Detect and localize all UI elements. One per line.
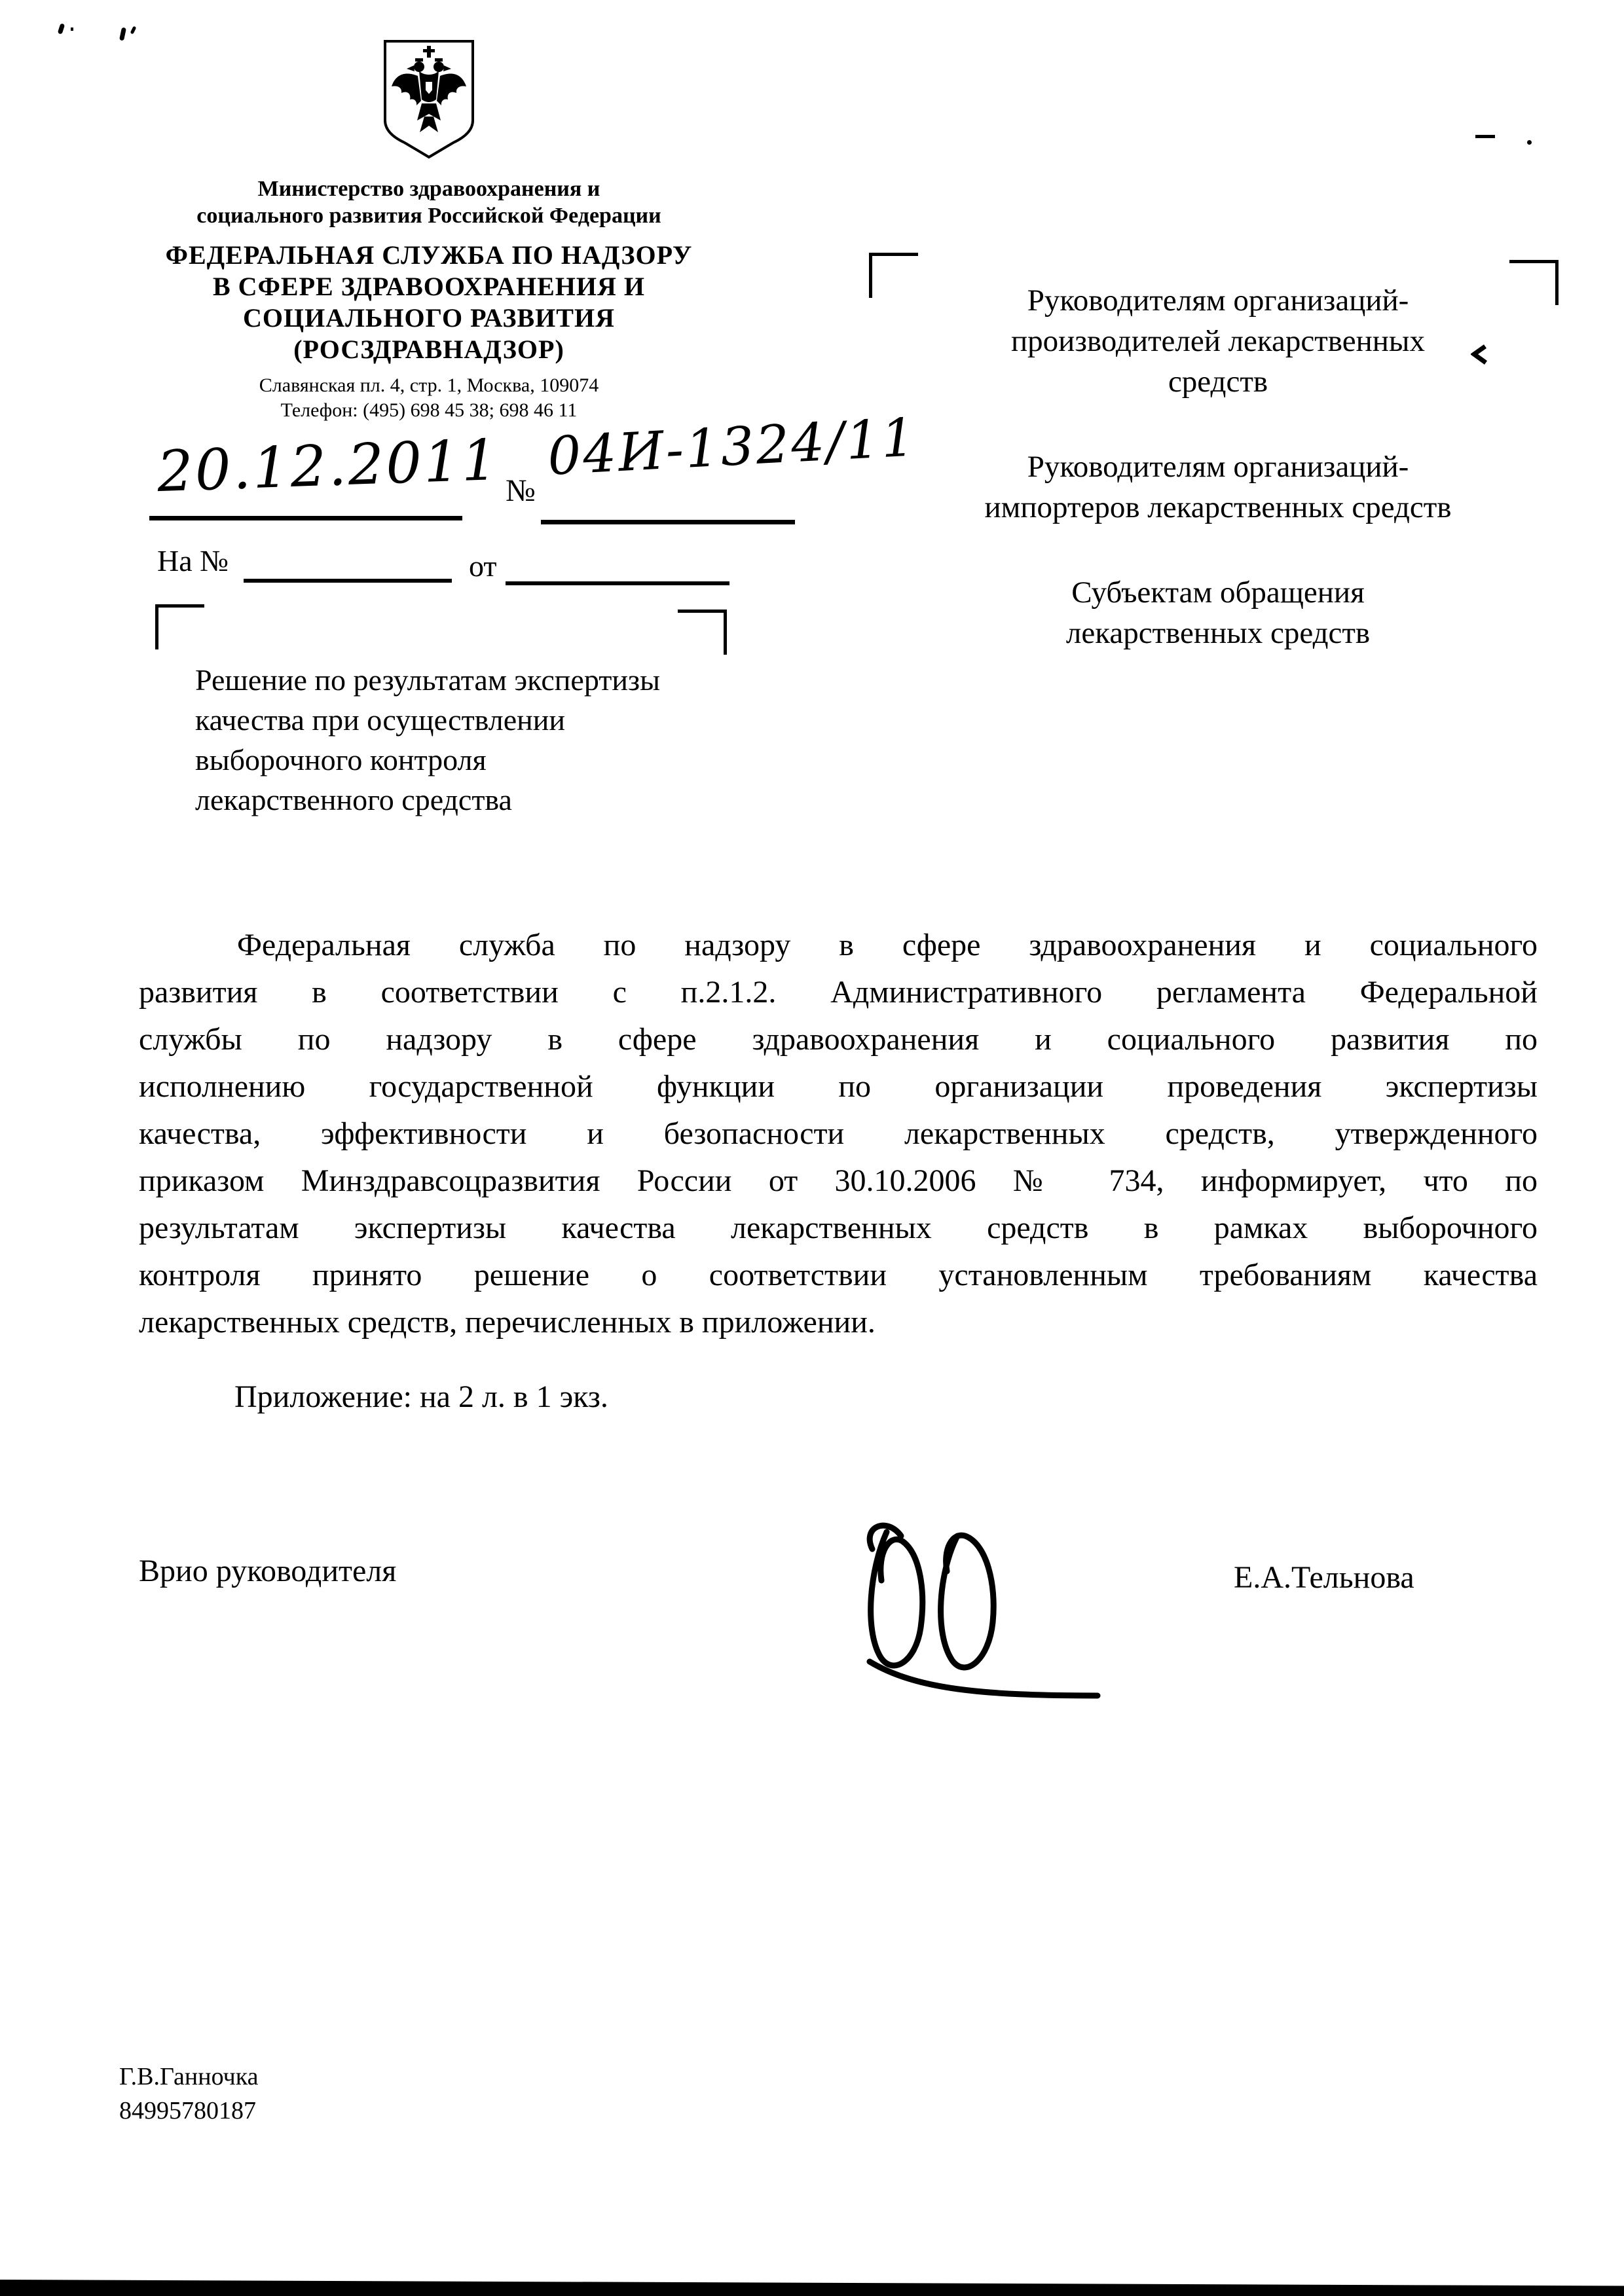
service-line: В СФЕРЕ ЗДРАВООХРАНЕНИЯ И [213,272,645,301]
reply-date-blank [506,581,729,585]
scan-speckle [1475,135,1495,138]
subject-line: лекарственного средства [195,783,512,816]
ministry-line: социального развития Российской Федерации [196,204,661,228]
letter-body [139,922,1538,1346]
executor-phone: 84995780187 [119,2097,256,2124]
addressee-manufacturers [874,280,1562,402]
ministry-name [124,175,733,229]
scan-speckle [71,27,73,31]
corner-mark [678,610,727,655]
reply-number-blank [244,579,452,583]
subject-line: выборочного контроля [195,743,487,776]
attachment-note: Приложение: на 2 л. в 1 экз. [234,1379,608,1414]
coat-of-arms-icon [380,38,478,162]
body-line: результатам экспертизы качества лекарственных средств в рамках выборочного [139,1211,1538,1245]
date-underline [149,516,462,520]
subject-block [195,660,745,820]
ministry-line: Министерство здравоохранения и [257,177,600,201]
signer-position: Врио руководителя [139,1554,397,1588]
addressee-line: производителей лекарственных [1011,324,1425,358]
reply-from-label: от [469,549,497,583]
body-line: приказом Минздравсоцразвития России от 30.10.2006 № 734, информирует, что по [139,1163,1538,1198]
addressee-line: средств [1168,365,1268,399]
service-line: (РОСЗДРАВНАДЗОР) [293,335,564,364]
executor-block [119,2060,258,2128]
service-line: ФЕДЕРАЛЬНАЯ СЛУЖБА ПО НАДЗОРУ [165,240,693,270]
service-line: СОЦИАЛЬНОГО РАЗВИТИЯ [243,303,615,333]
subject-line: Решение по результатам экспертизы [195,663,661,697]
addressee-line: Руководителям организаций- [1027,283,1409,318]
signer-name: Е.А.Тельнова [1234,1560,1414,1595]
scan-speckle [1527,140,1532,145]
body-line: развития в соответствии с п.2.1.2. Административного регламента Федеральной [139,975,1538,1010]
body-line: исполнению государственной функции по организации проведения экспертизы [139,1069,1538,1104]
handwritten-date: 20.12.2011 [156,427,500,505]
letterhead-contacts [124,373,733,423]
addressee-block [874,280,1562,698]
executor-name: Г.В.Ганночка [119,2063,259,2090]
number-underline [541,520,795,524]
addressee-importers [874,446,1562,528]
subject-line: качества при осуществлении [195,703,566,737]
letterhead-phone: Телефон: (495) 698 45 38; 698 46 11 [280,399,578,421]
addressee-line: Руководителям организаций- [1027,450,1409,484]
body-line: контроля принято решение о соответствии установленным требованиям качества [139,1258,1538,1292]
handwritten-outgoing-number: 04И-1324/11 [545,407,918,487]
number-label: № [506,473,536,508]
body-line: качества, эффективности и безопасности лекарственных средств, утвержденного [139,1116,1538,1151]
scan-speckle [58,23,65,34]
addressee-circulation-subjects [874,572,1562,653]
reply-to-number-label: На № [157,544,229,577]
scan-edge-artifact [0,2280,1624,2296]
letterhead [124,38,733,423]
addressee-line: Субъектам обращения [1071,575,1365,610]
body-line: Федеральная служба по надзору в сфере здравоохранения и социального [237,928,1538,962]
addressee-line: лекарственных средств [1065,616,1371,650]
corner-mark [155,604,204,649]
body-line: лекарственных средств, перечисленных в приложении. [139,1305,876,1339]
letterhead-address: Славянская пл. 4, стр. 1, Москва, 109074 [259,374,599,396]
body-line: службы по надзору в сфере здравоохранения и социального развития по [139,1022,1538,1057]
scan-speckle [130,26,137,35]
signature-autograph [824,1498,1105,1714]
addressee-line: импортеров лекарственных средств [984,490,1452,524]
service-name [124,240,733,365]
